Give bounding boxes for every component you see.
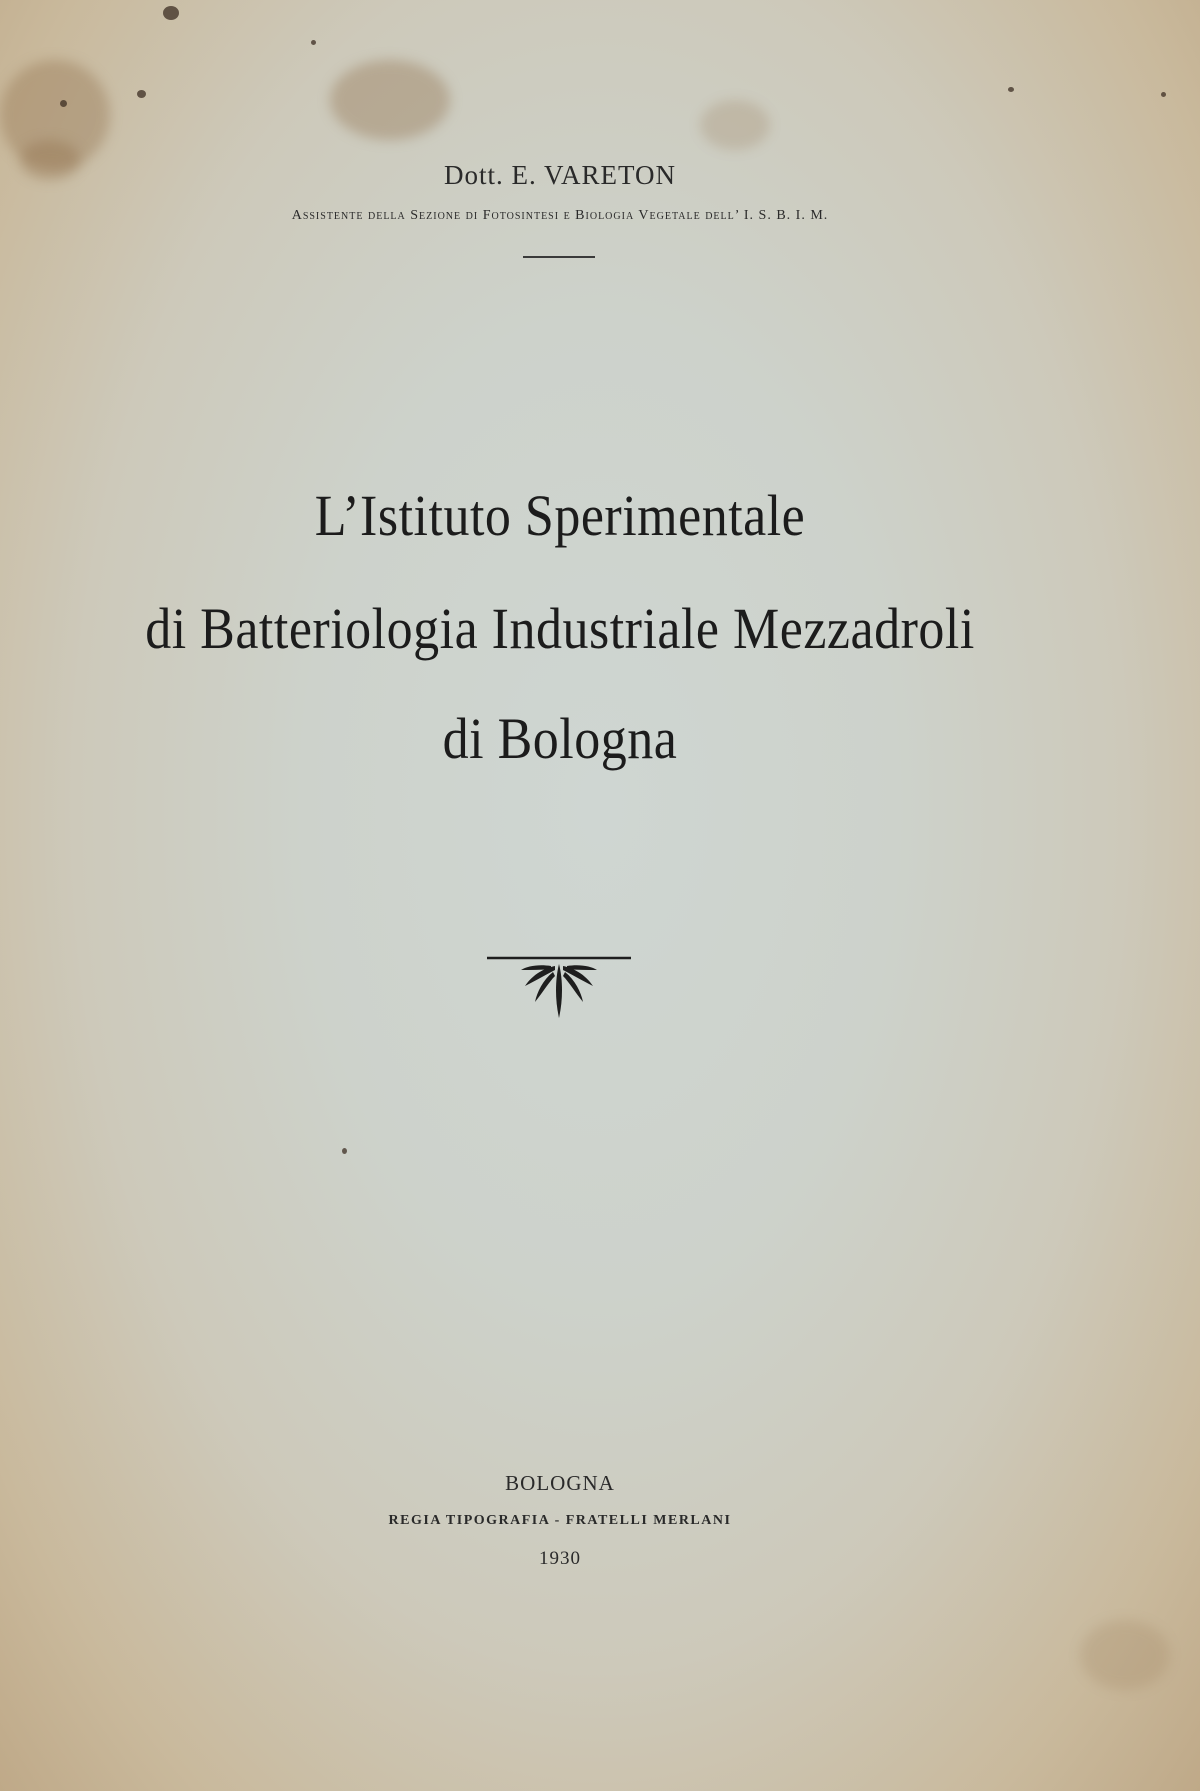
paper-speck <box>137 90 146 98</box>
author-name: Dott. E. VARETON <box>443 160 677 190</box>
author-affiliation: Assistente della Sezione di Fotosintesi e Biologia Vegetale dell’ I. S. B. I. M. <box>291 208 829 223</box>
title-line-1: L’Istituto Sperimentale <box>314 484 806 549</box>
paper-speck <box>1008 87 1014 92</box>
title-line-3: di Bologna <box>442 707 678 772</box>
imprint-printer: REGIA TIPOGRAFIA - FRATELLI MERLANI <box>388 1513 732 1528</box>
imprint-year: 1930 <box>539 1548 581 1569</box>
paper-speck <box>163 6 179 20</box>
paper-speck <box>342 1148 347 1154</box>
title-line-2: di Batteriologia Industriale Mezzadroli <box>145 597 975 662</box>
paper-stain <box>700 100 770 150</box>
imprint-city: BOLOGNA <box>505 1471 615 1495</box>
header-divider <box>523 256 595 258</box>
paper-speck <box>311 40 316 45</box>
paper-stain <box>1080 1620 1170 1690</box>
paper-speck <box>60 100 67 107</box>
paper-speck <box>1161 92 1166 97</box>
paper-stain <box>330 60 450 140</box>
fleuron-ornament-icon <box>485 950 633 1020</box>
